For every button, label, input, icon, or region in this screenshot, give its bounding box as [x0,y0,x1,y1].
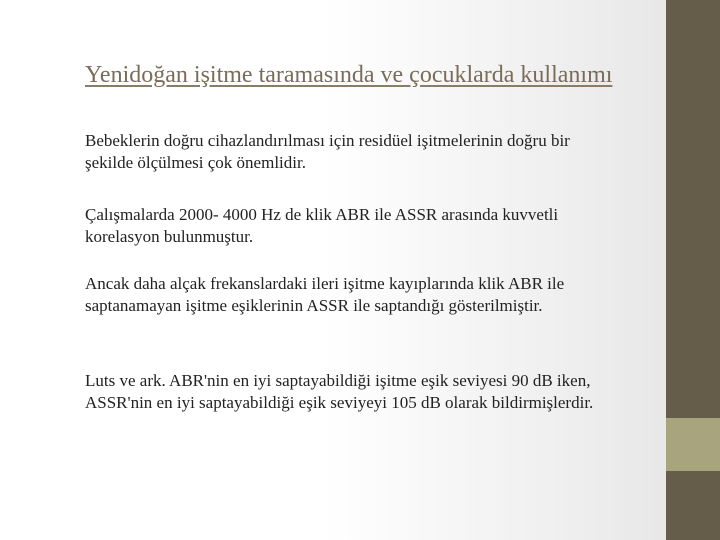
paragraph-line: korelasyon bulunmuştur. [85,227,254,246]
paragraph-line: şekilde ölçülmesi çok önemlidir. [85,153,306,172]
paragraph-line: ASSR'nin en iyi saptayabildiği eşik seviyeyi 105 dB olarak bildirmişlerdir. [85,393,594,412]
decorative-accent-block [666,418,720,471]
paragraph-line: Ancak daha alçak frekanslardaki ileri işitme kayıplarında klik ABR ile [85,274,565,293]
paragraph-1 [85,130,570,174]
paragraph-line: Bebeklerin doğru cihazlandırılması için residüel işitmelerinin doğru bir [85,131,570,150]
paragraph-line: Luts ve ark. ABR'nin en iyi saptayabildiği işitme eşik seviyesi 90 dB iken, [85,371,591,390]
paragraph-line: Çalışmalarda 2000- 4000 Hz de klik ABR ile ASSR arasında kuvvetli [85,205,559,224]
paragraph-3 [85,273,564,317]
paragraph-4 [85,370,593,414]
slide-title: Yenidoğan işitme taramasında ve çocuklarda kullanımı [85,62,613,88]
paragraph-line: saptanamayan işitme eşiklerinin ASSR ile saptandığı gösterilmiştir. [85,296,543,315]
paragraph-2 [85,204,558,248]
